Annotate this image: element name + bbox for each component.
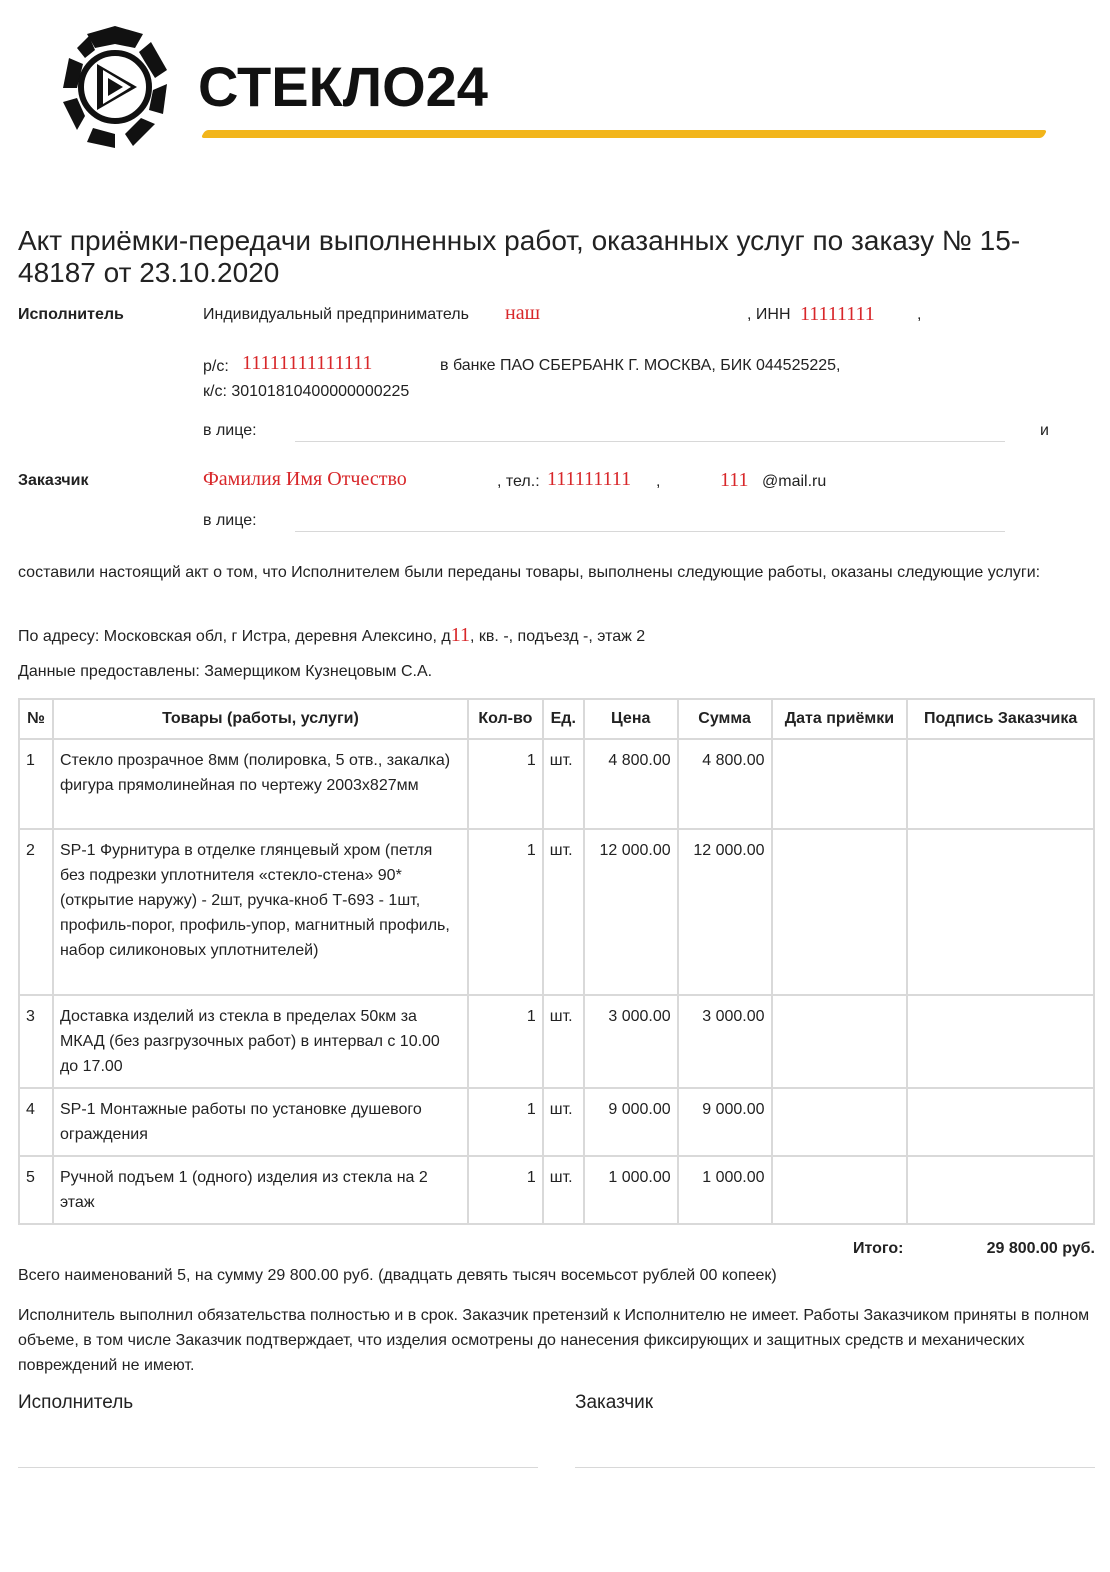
row-no: 2 xyxy=(19,829,53,995)
address-prefix: По адресу: Московская обл, г Истра, деревня Алексино, д xyxy=(18,628,451,645)
provided-by: Данные предоставлены: Замерщиком Кузнецовым С.А. xyxy=(18,663,433,680)
total-value: 29 800.00 руб. xyxy=(986,1240,1095,1257)
brand-logo-icon xyxy=(55,18,175,156)
address-suffix: , кв. -, подъезд -, этаж 2 xyxy=(470,628,646,645)
row-sign xyxy=(907,739,1094,829)
customer-phone-comma: , xyxy=(656,473,661,490)
and-word: и xyxy=(1040,422,1049,439)
executor-person-line xyxy=(295,441,1005,442)
row-no: 4 xyxy=(19,1088,53,1156)
row-sum: 4 800.00 xyxy=(678,739,772,829)
row-date xyxy=(772,829,908,995)
row-price: 3 000.00 xyxy=(584,995,678,1088)
header-price: Цена xyxy=(584,699,678,739)
row-name: Ручной подъем 1 (одного) изделия из стекла на 2 этаж xyxy=(53,1156,468,1224)
customer-phone: 111111111 xyxy=(547,468,632,490)
customer-person-label: в лице: xyxy=(203,512,257,529)
executor-type: Индивидуальный предприниматель xyxy=(203,306,469,323)
signature-executor-label: Исполнитель xyxy=(18,1392,134,1413)
customer-name: Фамилия Имя Отчество xyxy=(203,468,407,490)
row-name: SP-1 Фурнитура в отделке глянцевый хром (петля без подрезки уплотнителя «стекло-стена» 90* (открытие наружу) - 2шт, ручка-кноб Т-693 - 1шт, профиль-порог, профиль-упор, магнитный профиль, набор силиконовых уплотнителей) xyxy=(53,829,468,995)
statement-text: Исполнитель выполнил обязательства полностью и в срок. Заказчик претензий к Исполнителю не имеет. Работы Заказчиком приняты в полном объеме, в том числе Заказчик подтверждает, что изделия осмотрены до нанесения фиксирующих и защитных средств и механических повреждений не имеют. xyxy=(18,1307,1090,1374)
row-sum: 12 000.00 xyxy=(678,829,772,995)
signature-executor-line xyxy=(18,1467,538,1468)
row-price: 9 000.00 xyxy=(584,1088,678,1156)
customer-label: Заказчик xyxy=(18,472,89,489)
header-unit: Ед. xyxy=(543,699,584,739)
executor-person-label: в лице: xyxy=(203,422,257,439)
row-date xyxy=(772,1156,908,1224)
row-date xyxy=(772,739,908,829)
brand-underline xyxy=(201,130,1048,138)
address-house: 11 xyxy=(450,624,471,646)
row-date xyxy=(772,995,908,1088)
row-sign xyxy=(907,1156,1094,1224)
row-qty: 1 xyxy=(468,995,543,1088)
table-row xyxy=(19,995,1094,1088)
table-row xyxy=(19,1156,1094,1224)
customer-phone-label: , тел.: xyxy=(497,473,540,490)
row-no: 5 xyxy=(19,1156,53,1224)
document-title: Акт приёмки-передачи выполненных работ, оказанных услуг по заказу № 15-48187 от 23.10.2020 xyxy=(18,225,1021,288)
row-unit: шт. xyxy=(543,739,584,829)
row-qty: 1 xyxy=(468,1156,543,1224)
row-unit: шт. xyxy=(543,995,584,1088)
row-name: Стекло прозрачное 8мм (полировка, 5 отв., закалка) фигура прямолинейная по чертежу 2003х827мм xyxy=(53,739,468,829)
executor-inn-label: , ИНН xyxy=(747,306,791,323)
brand-name: СТЕКЛО24 xyxy=(198,55,488,118)
row-unit: шт. xyxy=(543,1156,584,1224)
signature-customer-line xyxy=(575,1467,1095,1468)
row-price: 4 800.00 xyxy=(584,739,678,829)
table-header-row xyxy=(19,699,1094,739)
row-qty: 1 xyxy=(468,1088,543,1156)
row-qty: 1 xyxy=(468,739,543,829)
executor-name: наш xyxy=(505,302,540,324)
header-name: Товары (работы, услуги) xyxy=(53,699,468,739)
row-name: Доставка изделий из стекла в пределах 50км за МКАД (без разгрузочных работ) в интервал с 10.00 до 17.00 xyxy=(53,995,468,1088)
row-sum: 9 000.00 xyxy=(678,1088,772,1156)
customer-person-line xyxy=(295,531,1005,532)
header-date: Дата приёмки xyxy=(772,699,908,739)
signature-customer-label: Заказчик xyxy=(575,1392,654,1413)
row-price: 1 000.00 xyxy=(584,1156,678,1224)
account-number: 11111111111111 xyxy=(242,352,373,374)
total-label: Итого: xyxy=(853,1240,904,1257)
row-qty: 1 xyxy=(468,829,543,995)
row-unit: шт. xyxy=(543,829,584,995)
items-table xyxy=(18,698,1095,1225)
row-name: SP-1 Монтажные работы по установке душевого ограждения xyxy=(53,1088,468,1156)
row-no: 1 xyxy=(19,739,53,829)
header-sign: Подпись Заказчика xyxy=(907,699,1094,739)
row-no: 3 xyxy=(19,995,53,1088)
executor-inn-comma: , xyxy=(917,306,922,323)
table-row xyxy=(19,829,1094,995)
row-price: 12 000.00 xyxy=(584,829,678,995)
intro-text: составили настоящий акт о том, что Исполнителем были переданы товары, выполнены следующие работы, оказаны следующие услуги: xyxy=(18,564,1041,581)
header-qty: Кол-во xyxy=(468,699,543,739)
table-row xyxy=(19,1088,1094,1156)
account-label: р/с: xyxy=(203,358,229,375)
executor-label: Исполнитель xyxy=(18,306,124,323)
bank-info: в банке ПАО СБЕРБАНК Г. МОСКВА, БИК 044525225, xyxy=(440,357,841,374)
table-row xyxy=(19,739,1094,829)
header-no: № xyxy=(19,699,53,739)
row-sign xyxy=(907,1088,1094,1156)
row-unit: шт. xyxy=(543,1088,584,1156)
row-date xyxy=(772,1088,908,1156)
row-sum: 3 000.00 xyxy=(678,995,772,1088)
row-sign xyxy=(907,995,1094,1088)
customer-email-domain: @mail.ru xyxy=(762,473,827,490)
row-sign xyxy=(907,829,1094,995)
address-line xyxy=(18,624,645,647)
header-sum: Сумма xyxy=(678,699,772,739)
corr-account: к/с: 30101810400000000225 xyxy=(203,383,410,400)
executor-inn: 11111111 xyxy=(800,303,875,325)
summary-text: Всего наименований 5, на сумму 29 800.00 руб. (двадцать девять тысяч восемьсот рублей 00 копеек) xyxy=(18,1267,777,1284)
row-sum: 1 000.00 xyxy=(678,1156,772,1224)
customer-email-user: 111 xyxy=(720,469,749,491)
